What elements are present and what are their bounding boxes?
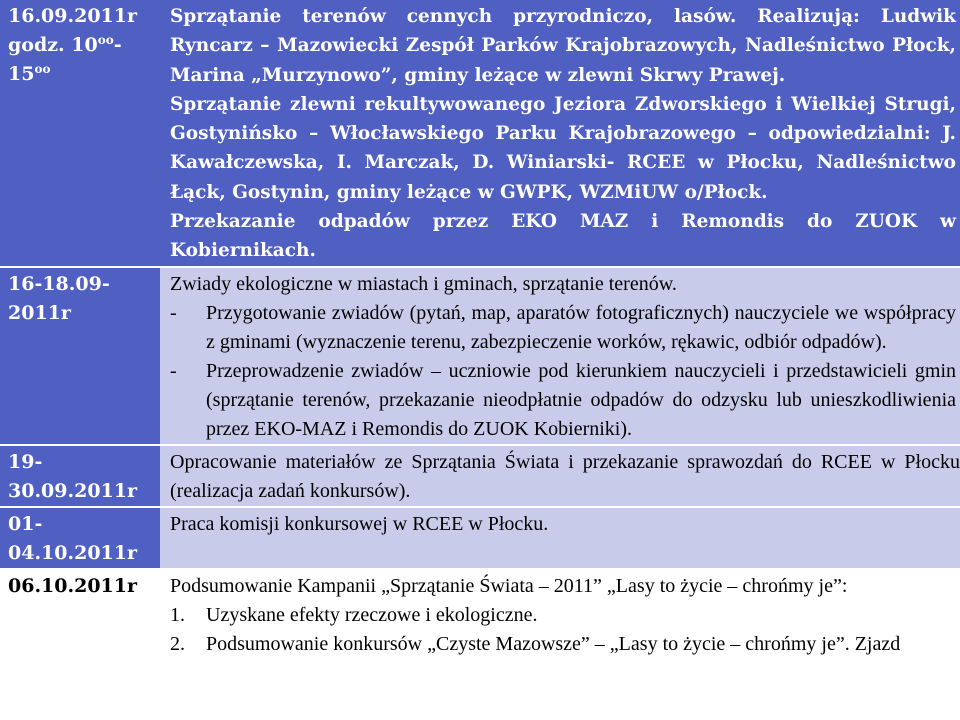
numbered-item: [170, 630, 960, 660]
date-line: godz. $10^{oo}-$: [8, 33, 122, 56]
schedule-row: [0, 445, 960, 507]
description-cell: [160, 0, 960, 267]
description-paragraph: Sprzątanie terenów cennych przyrodniczo, lasów. Realizują: Ludwik Ryncarz – Mazowiecki Zespół Parków Krajobrazowych, Nadleśnictwo Płock, Marina „Murzynowo”, gminy leżące w zlewni Skrwy Prawej.: [170, 6, 956, 86]
item-number: 2.: [170, 632, 185, 655]
schedule-row: [0, 569, 960, 661]
description-text: Praca komisji konkursowej w RCEE w Płocku.: [170, 512, 549, 535]
date-line: 30.09.2011r: [8, 479, 138, 502]
numbered-item: [170, 601, 960, 630]
date-cell: [0, 569, 160, 661]
date-line: 04.10.2011r: [8, 541, 138, 564]
date-line: 16.09.2011r: [8, 5, 138, 27]
date-cell: [0, 507, 160, 569]
description-cell: [160, 267, 960, 445]
description-cell: [160, 445, 960, 507]
schedule-row: [0, 507, 960, 569]
bullet-marker: -: [170, 301, 177, 324]
description-cell: [160, 569, 960, 661]
bullet-text: Przeprowadzenie zwiadów – uczniowie pod kierunkiem nauczycieli i przedstawicieli gmin (sprzątanie terenów, przekazanie nieodpłatnie odpadów do odzysku lub unieszkodliwienia przez EKO-MAZ i Remondis do ZUOK Kobierniki).: [206, 359, 956, 440]
date-line: 06.10.2011r: [8, 574, 138, 597]
description-paragraph: Sprzątanie zlewni rekultywowanego Jeziora Zdworskiego i Wielkiej Strugi, Gostynińsko – Włocławskiego Parku Krajobrazowego – odpowiedzialni: J. Kawałczewska, I. Marczak, D. Winiarski- RCEE w Płocku, Nadleśnictwo Łąck, Gostynin, gminy leżące w GWPK, WZMiUW o/Płock.: [170, 93, 956, 203]
date-cell: [0, 0, 160, 267]
description-text: Opracowanie materiałów ze Sprzątania Świata i przekazanie sprawozdań do RCEE w Płocku (realizacja zadań konkursów).: [170, 450, 960, 502]
bullet-marker: -: [170, 359, 177, 382]
date-line: 16-18.09-: [8, 272, 110, 295]
description-intro: Zwiady ekologiczne w miastach i gminach, sprzątanie terenów.: [170, 272, 677, 295]
description-text: Podsumowanie Kampanii „Sprzątanie Świata – 2011” „Lasy to życie – chrońmy je”:: [170, 574, 848, 597]
description-cell: [160, 507, 960, 569]
item-text: Uzyskane efekty rzeczowe i ekologiczne.: [206, 603, 538, 626]
date-cell: [0, 445, 160, 507]
date-line: 01-: [8, 512, 43, 535]
date-line: 19-: [8, 450, 43, 473]
bullet-item: [170, 357, 960, 444]
schedule-row: [0, 267, 960, 445]
bullet-item: [170, 299, 960, 357]
item-text: Podsumowanie konkursów „Czyste Mazowsze” – „Lasy to życie – chrońmy je”. Zjazd: [206, 632, 901, 655]
item-number: 1.: [170, 603, 185, 626]
date-cell: [0, 267, 160, 445]
bullet-text: Przygotowanie zwiadów (pytań, map, aparatów fotograficznych) nauczyciele we współpracy z gminami (wyznaczenie terenu, zabezpieczenie worków, rękawic, odbiór odpadów).: [206, 301, 956, 353]
description-paragraph: Przekazanie odpadów przez EKO MAZ i Remondis do ZUOK w Kobiernikach.: [170, 211, 956, 262]
schedule-row: [0, 0, 960, 267]
date-line: 2011r: [8, 301, 71, 324]
date-line: $15^{oo}$: [8, 62, 51, 85]
